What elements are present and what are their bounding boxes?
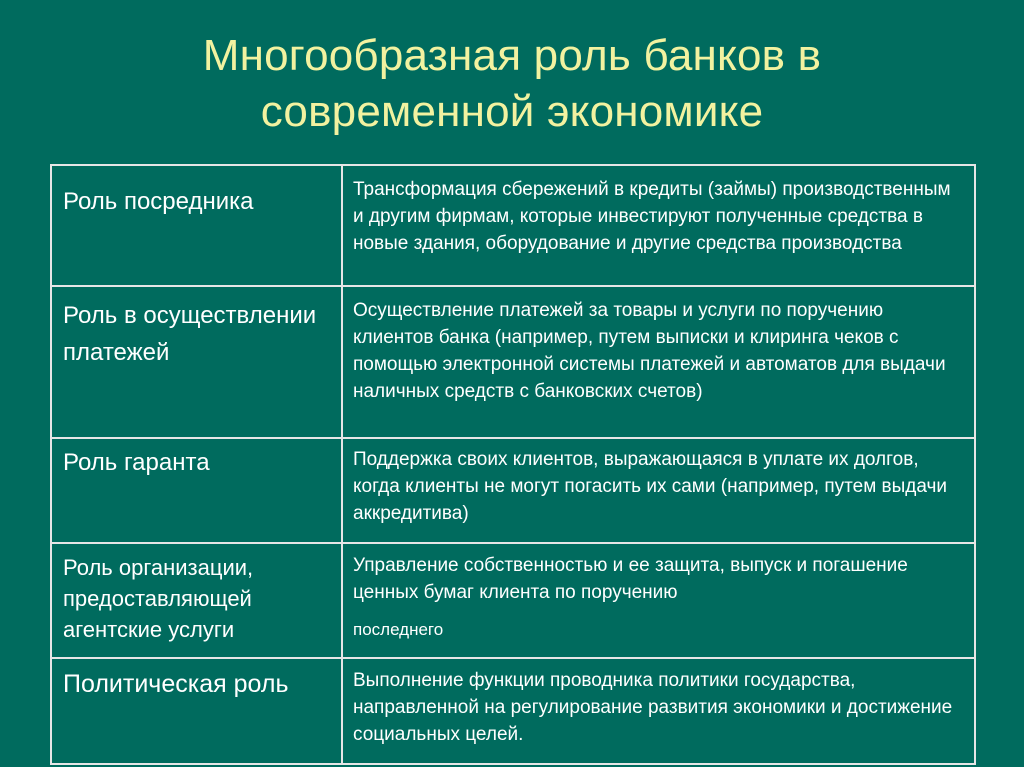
role-cell: Роль организации, предоставляющей агентские услуги [51, 543, 342, 658]
table-row-intermediary [51, 165, 975, 286]
role-cell: Роль в осуществлении платежей [51, 286, 342, 438]
bank-roles-table [50, 164, 976, 765]
table-row-political [51, 658, 975, 764]
page-title [40, 28, 984, 140]
description-cell: Поддержка своих клиентов, выражающаяся в уплате их долгов, когда клиенты не могут погасить их сами (например, путем выдачи аккредитива) [342, 438, 975, 543]
table-row-guarantor [51, 438, 975, 543]
table-row-agency [51, 543, 975, 658]
role-cell: Роль гаранта [51, 438, 342, 543]
description-cell: Трансформация сбережений в кредиты (займы) производственным и другим фирмам, которые инвестируют полученные средства в новые здания, оборудование и другие средства производства [342, 165, 975, 286]
description-text: Управление собственностью и ее защита, выпуск и погашение ценных бумаг клиента по поручению [353, 555, 908, 603]
table-row-payments [51, 286, 975, 438]
title-line-1: Многообразная роль банков в [202, 31, 822, 80]
title-line-2: современной экономике [260, 87, 764, 136]
role-cell: Политическая роль [51, 658, 342, 764]
description-cell [342, 543, 975, 658]
description-cell: Выполнение функции проводника политики государства, направленной на регулирование развития экономики и достижение социальных целей. [342, 658, 975, 764]
description-cell: Осуществление платежей за товары и услуги по поручению клиентов банка (например, путем выписки и клиринга чеков с помощью электронной системы платежей и автоматов для выдачи наличных средств с банковских счетов) [342, 286, 975, 438]
description-tail: последнего [353, 620, 444, 639]
role-cell: Роль посредника [51, 165, 342, 286]
